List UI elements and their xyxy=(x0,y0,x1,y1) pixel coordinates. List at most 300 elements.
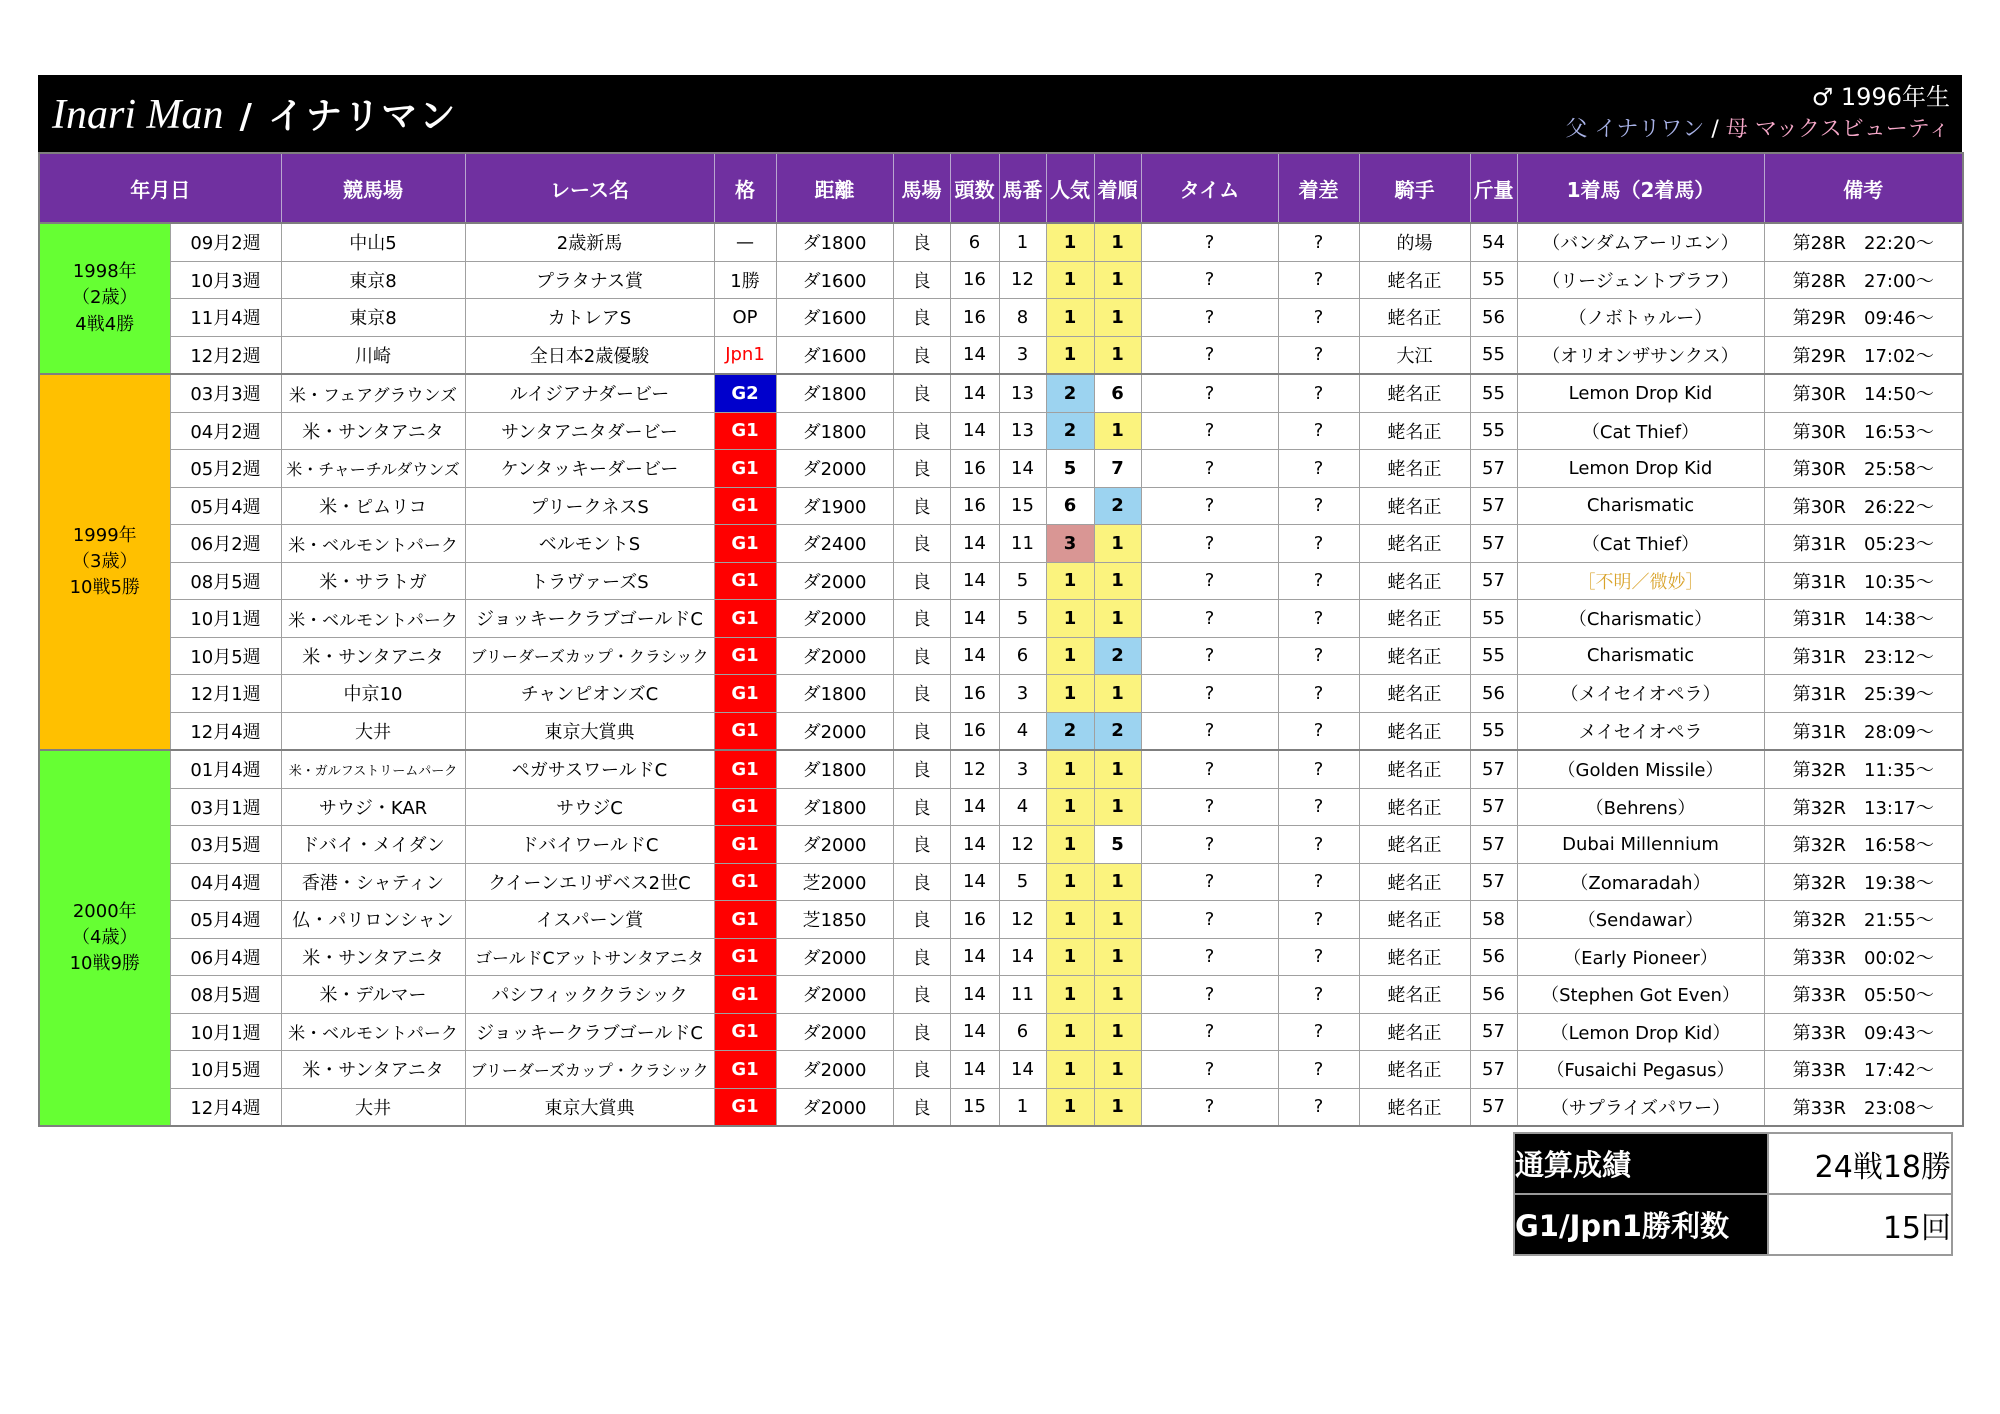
cell-track: 良 xyxy=(893,600,950,638)
cell-weight: 56 xyxy=(1470,976,1517,1014)
total-record-label: 通算成績 xyxy=(1514,1133,1768,1194)
race-row xyxy=(39,562,1963,600)
cell-grade: G1 xyxy=(714,1051,776,1089)
cell-heads: 14 xyxy=(950,562,999,600)
cell-popularity: 1 xyxy=(1046,1088,1094,1126)
cell-weight: 55 xyxy=(1470,261,1517,299)
cell-number: 14 xyxy=(999,1051,1046,1089)
cell-note: 第30R 16:53～ xyxy=(1764,412,1963,450)
cell-note: 第33R 00:02～ xyxy=(1764,938,1963,976)
cell-number: 12 xyxy=(999,826,1046,864)
cell-heads: 14 xyxy=(950,525,999,563)
cell-distance: 芝2000 xyxy=(776,863,893,901)
cell-time: ? xyxy=(1141,1088,1278,1126)
cell-course: 仏・パリロンシャン xyxy=(281,901,465,939)
cell-popularity: 1 xyxy=(1046,976,1094,1014)
cell-track: 良 xyxy=(893,336,950,374)
cell-note: 第33R 23:08～ xyxy=(1764,1088,1963,1126)
cell-number: 6 xyxy=(999,637,1046,675)
cell-number: 11 xyxy=(999,525,1046,563)
cell-weight: 58 xyxy=(1470,901,1517,939)
cell-number: 5 xyxy=(999,600,1046,638)
cell-winner: Charismatic xyxy=(1517,637,1764,675)
cell-winner: （Behrens） xyxy=(1517,788,1764,826)
cell-note: 第32R 13:17～ xyxy=(1764,788,1963,826)
cell-race: イスパーン賞 xyxy=(465,901,714,939)
cell-margin: ? xyxy=(1278,1013,1359,1051)
cell-popularity: 3 xyxy=(1046,525,1094,563)
cell-note: 第31R 10:35～ xyxy=(1764,562,1963,600)
year-group-label: 2000年 （4歳） 10戦9勝 xyxy=(39,750,170,1126)
cell-finish: 1 xyxy=(1094,336,1141,374)
g1-wins-value: 15回 xyxy=(1768,1194,1952,1255)
race-record-table xyxy=(38,152,1964,1127)
cell-race: ペガサスワールドC xyxy=(465,750,714,788)
cell-note: 第31R 14:38～ xyxy=(1764,600,1963,638)
cell-distance: ダ1600 xyxy=(776,299,893,337)
cell-heads: 14 xyxy=(950,374,999,412)
cell-course: 米・サラトガ xyxy=(281,562,465,600)
race-row xyxy=(39,788,1963,826)
race-row xyxy=(39,1051,1963,1089)
cell-note: 第33R 17:42～ xyxy=(1764,1051,1963,1089)
cell-margin: ? xyxy=(1278,826,1359,864)
cell-distance: ダ1800 xyxy=(776,750,893,788)
cell-grade: 1勝 xyxy=(714,261,776,299)
cell-margin: ? xyxy=(1278,562,1359,600)
cell-winner: Charismatic xyxy=(1517,487,1764,525)
cell-note: 第30R 14:50～ xyxy=(1764,374,1963,412)
cell-note: 第28R 27:00～ xyxy=(1764,261,1963,299)
cell-race: 2歳新馬 xyxy=(465,223,714,261)
cell-winner: メイセイオペラ xyxy=(1517,712,1764,750)
col-weight: 斤量 xyxy=(1470,153,1517,223)
cell-time: ? xyxy=(1141,675,1278,713)
cell-heads: 14 xyxy=(950,976,999,1014)
cell-number: 13 xyxy=(999,412,1046,450)
cell-number: 4 xyxy=(999,788,1046,826)
cell-grade: G1 xyxy=(714,788,776,826)
cell-jockey: 蛯名正 xyxy=(1359,412,1470,450)
summary-row xyxy=(1514,1194,1952,1255)
cell-heads: 16 xyxy=(950,261,999,299)
cell-date: 01月4週 xyxy=(170,750,281,788)
summary-row xyxy=(1514,1133,1952,1194)
race-row xyxy=(39,637,1963,675)
cell-distance: ダ1800 xyxy=(776,412,893,450)
cell-heads: 14 xyxy=(950,788,999,826)
cell-course: 米・フェアグラウンズ xyxy=(281,374,465,412)
cell-track: 良 xyxy=(893,675,950,713)
col-date: 年月日 xyxy=(39,153,281,223)
cell-course: ドバイ・メイダン xyxy=(281,826,465,864)
cell-track: 良 xyxy=(893,223,950,261)
cell-course: 川崎 xyxy=(281,336,465,374)
cell-time: ? xyxy=(1141,1051,1278,1089)
col-heads: 頭数 xyxy=(950,153,999,223)
race-row xyxy=(39,487,1963,525)
cell-date: 12月4週 xyxy=(170,1088,281,1126)
sex-and-birth-year: ♂ 1996年生 xyxy=(1811,83,1950,112)
cell-winner: （サプライズパワー） xyxy=(1517,1088,1764,1126)
race-row xyxy=(39,223,1963,261)
cell-race: ゴールドCアットサンタアニタ xyxy=(465,938,714,976)
cell-note: 第33R 05:50～ xyxy=(1764,976,1963,1014)
cell-time: ? xyxy=(1141,901,1278,939)
cell-note: 第29R 17:02～ xyxy=(1764,336,1963,374)
col-popularity: 人気 xyxy=(1046,153,1094,223)
cell-jockey: 蛯名正 xyxy=(1359,750,1470,788)
cell-time: ? xyxy=(1141,938,1278,976)
cell-distance: ダ2000 xyxy=(776,1088,893,1126)
cell-course: 中山5 xyxy=(281,223,465,261)
cell-grade: G1 xyxy=(714,1088,776,1126)
cell-note: 第29R 09:46～ xyxy=(1764,299,1963,337)
total-record-value: 24戦18勝 xyxy=(1768,1133,1952,1194)
cell-time: ? xyxy=(1141,487,1278,525)
cell-race: ブリーダーズカップ・クラシック xyxy=(465,1051,714,1089)
cell-time: ? xyxy=(1141,374,1278,412)
cell-finish: 7 xyxy=(1094,450,1141,488)
cell-time: ? xyxy=(1141,863,1278,901)
cell-date: 06月2週 xyxy=(170,525,281,563)
col-time: タイム xyxy=(1141,153,1278,223)
cell-jockey: 蛯名正 xyxy=(1359,562,1470,600)
cell-number: 3 xyxy=(999,675,1046,713)
cell-distance: ダ1600 xyxy=(776,261,893,299)
cell-margin: ? xyxy=(1278,223,1359,261)
cell-course: 米・サンタアニタ xyxy=(281,637,465,675)
cell-track: 良 xyxy=(893,412,950,450)
race-row xyxy=(39,525,1963,563)
cell-popularity: 1 xyxy=(1046,750,1094,788)
race-row xyxy=(39,1013,1963,1051)
cell-grade: G1 xyxy=(714,750,776,788)
cell-date: 03月3週 xyxy=(170,374,281,412)
cell-heads: 14 xyxy=(950,336,999,374)
cell-course: 米・ベルモントパーク xyxy=(281,600,465,638)
year-group-label: 1999年 （3歳） 10戦5勝 xyxy=(39,374,170,750)
cell-weight: 57 xyxy=(1470,1051,1517,1089)
race-row xyxy=(39,412,1963,450)
cell-course: 米・サンタアニタ xyxy=(281,412,465,450)
cell-heads: 16 xyxy=(950,675,999,713)
cell-heads: 14 xyxy=(950,938,999,976)
cell-finish: 2 xyxy=(1094,487,1141,525)
cell-winner: （Zomaradah） xyxy=(1517,863,1764,901)
cell-popularity: 1 xyxy=(1046,863,1094,901)
col-course: 競馬場 xyxy=(281,153,465,223)
career-summary-box xyxy=(1513,1132,1953,1256)
cell-date: 04月2週 xyxy=(170,412,281,450)
cell-margin: ? xyxy=(1278,487,1359,525)
cell-distance: ダ2000 xyxy=(776,637,893,675)
horse-name xyxy=(52,88,457,139)
horse-profile xyxy=(1565,81,1950,145)
cell-margin: ? xyxy=(1278,412,1359,450)
cell-jockey: 蛯名正 xyxy=(1359,826,1470,864)
cell-date: 05月4週 xyxy=(170,901,281,939)
cell-weight: 57 xyxy=(1470,750,1517,788)
cell-course: 米・チャーチルダウンズ xyxy=(281,450,465,488)
cell-race: ドバイワールドC xyxy=(465,826,714,864)
cell-weight: 57 xyxy=(1470,1013,1517,1051)
title-slash: / xyxy=(239,97,252,137)
g1-wins-label: G1/Jpn1勝利数 xyxy=(1514,1194,1768,1255)
cell-winner: （バンダムアーリエン） xyxy=(1517,223,1764,261)
cell-grade: G1 xyxy=(714,487,776,525)
cell-track: 良 xyxy=(893,750,950,788)
cell-weight: 57 xyxy=(1470,450,1517,488)
cell-jockey: 蛯名正 xyxy=(1359,788,1470,826)
cell-time: ? xyxy=(1141,826,1278,864)
cell-finish: 2 xyxy=(1094,637,1141,675)
cell-time: ? xyxy=(1141,600,1278,638)
col-grade: 格 xyxy=(714,153,776,223)
cell-finish: 1 xyxy=(1094,675,1141,713)
cell-distance: ダ2000 xyxy=(776,562,893,600)
cell-winner: （オリオンザサンクス） xyxy=(1517,336,1764,374)
cell-number: 3 xyxy=(999,336,1046,374)
cell-winner: （リージェントブラフ） xyxy=(1517,261,1764,299)
cell-time: ? xyxy=(1141,788,1278,826)
cell-popularity: 1 xyxy=(1046,788,1094,826)
pedigree-slash: / xyxy=(1711,116,1719,142)
cell-finish: 1 xyxy=(1094,412,1141,450)
cell-finish: 6 xyxy=(1094,374,1141,412)
cell-race: プリークネスS xyxy=(465,487,714,525)
cell-winner: （Charismatic） xyxy=(1517,600,1764,638)
cell-course: 米・ベルモントパーク xyxy=(281,525,465,563)
cell-track: 良 xyxy=(893,637,950,675)
cell-winner: （Lemon Drop Kid） xyxy=(1517,1013,1764,1051)
cell-weight: 57 xyxy=(1470,1088,1517,1126)
cell-grade: G1 xyxy=(714,412,776,450)
cell-grade: G1 xyxy=(714,600,776,638)
cell-jockey: 蛯名正 xyxy=(1359,1088,1470,1126)
cell-jockey: 蛯名正 xyxy=(1359,901,1470,939)
cell-heads: 14 xyxy=(950,637,999,675)
cell-number: 12 xyxy=(999,901,1046,939)
cell-grade: G1 xyxy=(714,826,776,864)
cell-distance: ダ1600 xyxy=(776,336,893,374)
table-body xyxy=(39,223,1963,1126)
cell-finish: 1 xyxy=(1094,600,1141,638)
cell-date: 06月4週 xyxy=(170,938,281,976)
cell-jockey: 的場 xyxy=(1359,223,1470,261)
race-row xyxy=(39,750,1963,788)
cell-weight: 57 xyxy=(1470,487,1517,525)
cell-race: ブリーダーズカップ・クラシック xyxy=(465,637,714,675)
cell-note: 第32R 11:35～ xyxy=(1764,750,1963,788)
cell-number: 4 xyxy=(999,712,1046,750)
cell-race: 全日本2歳優駿 xyxy=(465,336,714,374)
cell-course: 米・サンタアニタ xyxy=(281,938,465,976)
cell-course: サウジ・KAR xyxy=(281,788,465,826)
cell-grade: G2 xyxy=(714,374,776,412)
cell-popularity: 1 xyxy=(1046,675,1094,713)
cell-race: トラヴァーズS xyxy=(465,562,714,600)
cell-distance: ダ2000 xyxy=(776,1013,893,1051)
cell-heads: 16 xyxy=(950,901,999,939)
cell-date: 10月3週 xyxy=(170,261,281,299)
cell-track: 良 xyxy=(893,487,950,525)
cell-finish: 5 xyxy=(1094,826,1141,864)
race-row xyxy=(39,826,1963,864)
cell-heads: 14 xyxy=(950,863,999,901)
cell-date: 10月5週 xyxy=(170,1051,281,1089)
race-row xyxy=(39,1088,1963,1126)
cell-date: 11月4週 xyxy=(170,299,281,337)
cell-weight: 55 xyxy=(1470,336,1517,374)
cell-margin: ? xyxy=(1278,600,1359,638)
cell-heads: 12 xyxy=(950,750,999,788)
cell-margin: ? xyxy=(1278,336,1359,374)
sire-name: イナリワン xyxy=(1594,116,1705,142)
cell-number: 14 xyxy=(999,938,1046,976)
cell-heads: 16 xyxy=(950,712,999,750)
cell-note: 第32R 19:38～ xyxy=(1764,863,1963,901)
cell-winner: （Stephen Got Even） xyxy=(1517,976,1764,1014)
cell-grade: G1 xyxy=(714,562,776,600)
cell-number: 13 xyxy=(999,374,1046,412)
cell-date: 04月4週 xyxy=(170,863,281,901)
sire-label: 父 xyxy=(1565,116,1588,142)
cell-date: 10月5週 xyxy=(170,637,281,675)
cell-popularity: 1 xyxy=(1046,938,1094,976)
cell-distance: 芝1850 xyxy=(776,901,893,939)
cell-track: 良 xyxy=(893,788,950,826)
cell-grade: G1 xyxy=(714,637,776,675)
cell-race: ルイジアナダービー xyxy=(465,374,714,412)
cell-date: 08月5週 xyxy=(170,562,281,600)
cell-date: 10月1週 xyxy=(170,600,281,638)
cell-time: ? xyxy=(1141,450,1278,488)
cell-weight: 56 xyxy=(1470,938,1517,976)
cell-margin: ? xyxy=(1278,788,1359,826)
cell-popularity: 1 xyxy=(1046,336,1094,374)
cell-heads: 15 xyxy=(950,1088,999,1126)
cell-finish: 1 xyxy=(1094,788,1141,826)
cell-winner: （ノボトゥルー） xyxy=(1517,299,1764,337)
header-row xyxy=(39,153,1963,223)
cell-margin: ? xyxy=(1278,1051,1359,1089)
cell-jockey: 蛯名正 xyxy=(1359,712,1470,750)
cell-jockey: 蛯名正 xyxy=(1359,637,1470,675)
cell-distance: ダ2000 xyxy=(776,712,893,750)
cell-winner: Lemon Drop Kid xyxy=(1517,450,1764,488)
cell-jockey: 蛯名正 xyxy=(1359,600,1470,638)
cell-distance: ダ2000 xyxy=(776,938,893,976)
cell-popularity: 5 xyxy=(1046,450,1094,488)
cell-note: 第32R 16:58～ xyxy=(1764,826,1963,864)
cell-jockey: 蛯名正 xyxy=(1359,976,1470,1014)
cell-note: 第28R 22:20～ xyxy=(1764,223,1963,261)
cell-note: 第33R 09:43～ xyxy=(1764,1013,1963,1051)
race-row xyxy=(39,675,1963,713)
cell-grade: — xyxy=(714,223,776,261)
cell-heads: 14 xyxy=(950,1013,999,1051)
cell-track: 良 xyxy=(893,1051,950,1089)
cell-race: ベルモントS xyxy=(465,525,714,563)
cell-weight: 55 xyxy=(1470,374,1517,412)
cell-course: 大井 xyxy=(281,1088,465,1126)
cell-margin: ? xyxy=(1278,901,1359,939)
cell-finish: 1 xyxy=(1094,261,1141,299)
cell-number: 12 xyxy=(999,261,1046,299)
cell-heads: 16 xyxy=(950,487,999,525)
cell-jockey: 蛯名正 xyxy=(1359,1051,1470,1089)
cell-popularity: 1 xyxy=(1046,637,1094,675)
cell-grade: G1 xyxy=(714,976,776,1014)
cell-margin: ? xyxy=(1278,450,1359,488)
cell-finish: 1 xyxy=(1094,750,1141,788)
cell-heads: 14 xyxy=(950,1051,999,1089)
cell-track: 良 xyxy=(893,450,950,488)
cell-margin: ? xyxy=(1278,1088,1359,1126)
cell-finish: 1 xyxy=(1094,1088,1141,1126)
cell-date: 03月1週 xyxy=(170,788,281,826)
cell-weight: 57 xyxy=(1470,826,1517,864)
cell-course: 香港・シャティン xyxy=(281,863,465,901)
cell-number: 5 xyxy=(999,863,1046,901)
race-row xyxy=(39,901,1963,939)
cell-weight: 57 xyxy=(1470,788,1517,826)
cell-finish: 1 xyxy=(1094,976,1141,1014)
race-row xyxy=(39,863,1963,901)
col-notes: 備考 xyxy=(1764,153,1963,223)
cell-weight: 55 xyxy=(1470,412,1517,450)
cell-heads: 14 xyxy=(950,600,999,638)
cell-popularity: 1 xyxy=(1046,562,1094,600)
cell-track: 良 xyxy=(893,863,950,901)
cell-margin: ? xyxy=(1278,712,1359,750)
race-row xyxy=(39,261,1963,299)
cell-note: 第30R 25:58～ xyxy=(1764,450,1963,488)
cell-finish: 1 xyxy=(1094,1013,1141,1051)
cell-finish: 1 xyxy=(1094,525,1141,563)
cell-weight: 55 xyxy=(1470,637,1517,675)
cell-grade: OP xyxy=(714,299,776,337)
cell-popularity: 6 xyxy=(1046,487,1094,525)
cell-grade: G1 xyxy=(714,1013,776,1051)
cell-grade: G1 xyxy=(714,938,776,976)
cell-race: サウジC xyxy=(465,788,714,826)
cell-time: ? xyxy=(1141,562,1278,600)
cell-date: 10月1週 xyxy=(170,1013,281,1051)
cell-margin: ? xyxy=(1278,750,1359,788)
col-finish: 着順 xyxy=(1094,153,1141,223)
cell-weight: 57 xyxy=(1470,863,1517,901)
cell-popularity: 1 xyxy=(1046,826,1094,864)
cell-popularity: 2 xyxy=(1046,412,1094,450)
cell-finish: 1 xyxy=(1094,299,1141,337)
cell-grade: G1 xyxy=(714,712,776,750)
col-winner: 1着馬（2着馬） xyxy=(1517,153,1764,223)
cell-distance: ダ1800 xyxy=(776,675,893,713)
cell-distance: ダ2000 xyxy=(776,450,893,488)
cell-jockey: 蛯名正 xyxy=(1359,374,1470,412)
race-row xyxy=(39,374,1963,412)
cell-race: ジョッキークラブゴールドC xyxy=(465,600,714,638)
cell-margin: ? xyxy=(1278,938,1359,976)
race-row xyxy=(39,976,1963,1014)
cell-note: 第30R 26:22～ xyxy=(1764,487,1963,525)
cell-race: ジョッキークラブゴールドC xyxy=(465,1013,714,1051)
cell-winner: （Early Pioneer） xyxy=(1517,938,1764,976)
cell-jockey: 蛯名正 xyxy=(1359,675,1470,713)
cell-number: 14 xyxy=(999,450,1046,488)
